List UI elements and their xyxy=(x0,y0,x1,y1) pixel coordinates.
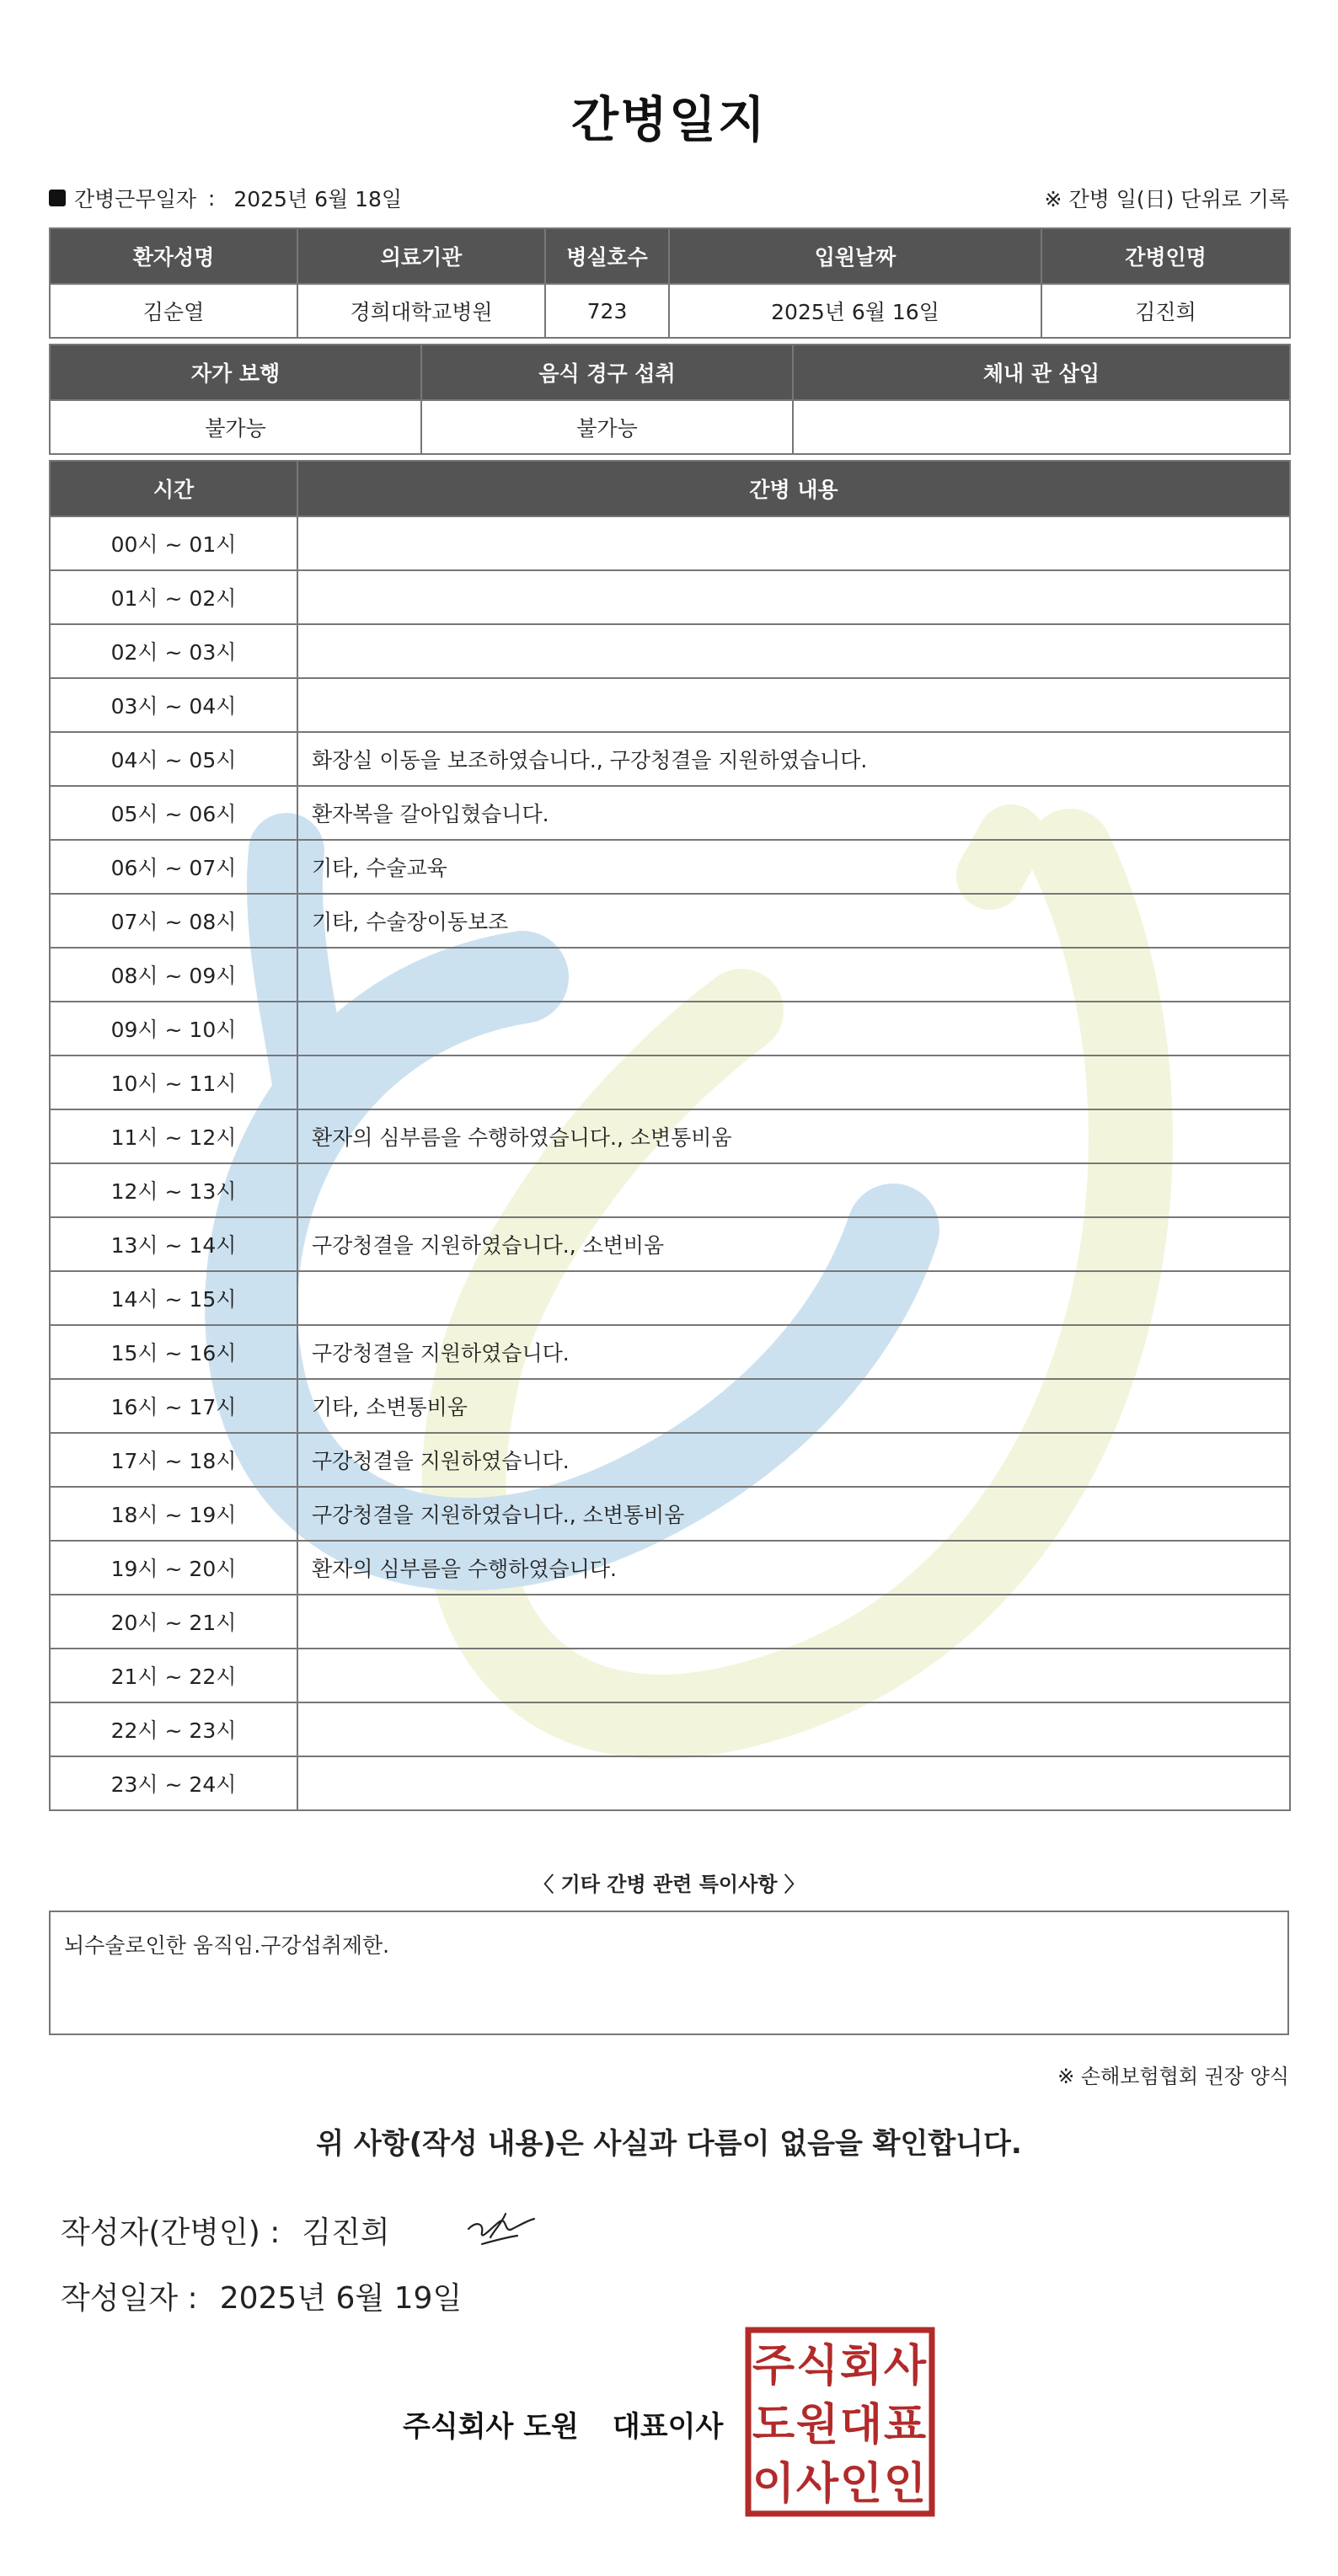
patient-info-table xyxy=(49,227,1291,339)
page-title: 간병일지 xyxy=(570,91,768,148)
header-hospital: 의료기관 xyxy=(297,228,545,284)
care-log-time: 19시 ~ 20시 xyxy=(50,1541,297,1595)
care-log-content xyxy=(297,948,1290,1002)
form-note: ※ 손해보험협회 권장 양식 xyxy=(1057,2065,1289,2088)
patient-name: 김순열 xyxy=(50,284,297,338)
work-date-separator: : xyxy=(207,185,216,211)
writer-row xyxy=(61,2209,390,2252)
care-log-content xyxy=(297,516,1290,570)
care-log-time: 13시 ~ 14시 xyxy=(50,1217,297,1271)
care-log-time: 01시 ~ 02시 xyxy=(50,570,297,624)
care-log-time: 17시 ~ 18시 xyxy=(50,1433,297,1487)
header-patient-name: 환자성명 xyxy=(50,228,297,284)
company-name: 주식회사 도원 xyxy=(403,2410,579,2444)
care-log-time: 16시 ~ 17시 xyxy=(50,1379,297,1433)
condition-header-row xyxy=(50,345,1290,400)
handwritten-signature xyxy=(465,2204,538,2251)
care-log-content xyxy=(297,678,1290,732)
care-log-content xyxy=(297,1163,1290,1217)
header-admission-date: 입원날짜 xyxy=(669,228,1041,284)
care-log-time: 05시 ~ 06시 xyxy=(50,786,297,840)
care-log-time: 02시 ~ 03시 xyxy=(50,624,297,678)
seal-character: 인 xyxy=(839,2459,883,2509)
seal-character: 대 xyxy=(839,2400,883,2450)
care-log-row xyxy=(50,1109,1290,1163)
condition-table xyxy=(49,344,1291,455)
care-log-row xyxy=(50,1595,1290,1649)
care-log-content xyxy=(297,1002,1290,1056)
header-room-number: 병실호수 xyxy=(545,228,669,284)
care-log-row xyxy=(50,624,1290,678)
caregiver-name: 김진희 xyxy=(1041,284,1290,338)
care-log-row xyxy=(50,1271,1290,1325)
care-log-content xyxy=(297,1595,1290,1649)
written-date-value: 2025년 6월 19일 xyxy=(219,2281,463,2316)
care-log-row xyxy=(50,894,1290,948)
header-caregiver-name: 간병인명 xyxy=(1041,228,1290,284)
care-log-content xyxy=(297,1056,1290,1109)
care-log-time: 04시 ~ 05시 xyxy=(50,732,297,786)
care-log-time: 03시 ~ 04시 xyxy=(50,678,297,732)
seal-character: 원 xyxy=(795,2400,839,2450)
seal-character: 주 xyxy=(752,2341,795,2392)
care-log-row xyxy=(50,1649,1290,1702)
care-log-content: 구강청결을 지원하였습니다., 소변통비움 xyxy=(297,1487,1290,1541)
care-log-content xyxy=(297,1756,1290,1810)
care-log-content: 기타, 소변통비움 xyxy=(297,1379,1290,1433)
seal-character: 사 xyxy=(795,2459,839,2509)
header-tube-insertion: 체내 관 삽입 xyxy=(793,345,1290,400)
seal-character: 식 xyxy=(795,2341,839,2392)
care-log-time: 21시 ~ 22시 xyxy=(50,1649,297,1702)
care-log-content xyxy=(297,1271,1290,1325)
work-date-value: 2025년 6월 18일 xyxy=(233,187,403,211)
writer-name: 김진희 xyxy=(302,2215,390,2250)
unit-note: ※ 간병 일(日) 단위로 기록 xyxy=(1044,187,1289,211)
care-log-row xyxy=(50,1163,1290,1217)
care-log-content: 환자의 심부름을 수행하였습니다. xyxy=(297,1541,1290,1595)
care-log-row xyxy=(50,1379,1290,1433)
header-oral-intake: 음식 경구 섭취 xyxy=(421,345,793,400)
care-log-time: 11시 ~ 12시 xyxy=(50,1109,297,1163)
square-bullet-icon xyxy=(49,190,66,206)
tube-insertion-value xyxy=(793,400,1290,454)
care-log-row xyxy=(50,570,1290,624)
care-log-row xyxy=(50,1487,1290,1541)
care-log-row xyxy=(50,1702,1290,1756)
company-seal-stamp xyxy=(745,2327,935,2517)
care-log-row xyxy=(50,678,1290,732)
care-log-row xyxy=(50,786,1290,840)
remarks-text: 뇌수술로인한 움직임.구강섭취제한. xyxy=(64,1933,390,1958)
care-log-content xyxy=(297,1702,1290,1756)
seal-character: 회 xyxy=(839,2341,883,2392)
care-log-time: 20시 ~ 21시 xyxy=(50,1595,297,1649)
care-log-time: 09시 ~ 10시 xyxy=(50,1002,297,1056)
care-log-content: 구강청결을 지원하였습니다. xyxy=(297,1433,1290,1487)
header-time: 시간 xyxy=(50,461,297,516)
work-date-row xyxy=(49,183,402,213)
written-date-row xyxy=(61,2274,462,2317)
seal-character: 사 xyxy=(883,2341,927,2392)
care-log-header-row xyxy=(50,461,1290,516)
representative-title: 대표이사 xyxy=(612,2410,724,2444)
care-log-content: 구강청결을 지원하였습니다., 소변비움 xyxy=(297,1217,1290,1271)
care-log-time: 15시 ~ 16시 xyxy=(50,1325,297,1379)
header-self-walking: 자가 보행 xyxy=(50,345,421,400)
patient-info-header-row xyxy=(50,228,1290,284)
condition-value-row xyxy=(50,400,1290,454)
care-log-row xyxy=(50,1541,1290,1595)
care-log-content: 기타, 수술장이동보조 xyxy=(297,894,1290,948)
header-care-content: 간병 내용 xyxy=(297,461,1290,516)
seal-character: 도 xyxy=(752,2400,795,2450)
care-log-content xyxy=(297,624,1290,678)
room-number: 723 xyxy=(545,284,669,338)
writer-label: 작성자(간병인) : xyxy=(61,2215,281,2250)
care-log-row xyxy=(50,1217,1290,1271)
admission-date: 2025년 6월 16일 xyxy=(669,284,1041,338)
seal-character: 이 xyxy=(752,2459,795,2509)
care-log-content: 환자의 심부름을 수행하였습니다., 소변통비움 xyxy=(297,1109,1290,1163)
seal-character: 표 xyxy=(883,2400,927,2450)
care-log-content xyxy=(297,570,1290,624)
care-log-row xyxy=(50,840,1290,894)
company-signoff xyxy=(403,2403,723,2445)
hospital-name: 경희대학교병원 xyxy=(297,284,545,338)
care-log-time: 22시 ~ 23시 xyxy=(50,1702,297,1756)
care-log-time: 23시 ~ 24시 xyxy=(50,1756,297,1810)
care-log-row xyxy=(50,732,1290,786)
care-log-time: 06시 ~ 07시 xyxy=(50,840,297,894)
remarks-box xyxy=(49,1911,1289,2035)
care-log-time: 18시 ~ 19시 xyxy=(50,1487,297,1541)
care-log-row xyxy=(50,1433,1290,1487)
care-log-content: 구강청결을 지원하였습니다. xyxy=(297,1325,1290,1379)
care-log-content xyxy=(297,1649,1290,1702)
seal-character: 인 xyxy=(883,2459,927,2509)
remarks-title: 〈 기타 간병 관련 특이사항 〉 xyxy=(533,1873,805,1896)
care-log-time: 12시 ~ 13시 xyxy=(50,1163,297,1217)
care-log-time: 10시 ~ 11시 xyxy=(50,1056,297,1109)
care-log-row xyxy=(50,1056,1290,1109)
care-log-content: 환자복을 갈아입혔습니다. xyxy=(297,786,1290,840)
care-log-row xyxy=(50,1002,1290,1056)
confirmation-statement: 위 사항(작성 내용)은 사실과 다름이 없음을 확인합니다. xyxy=(316,2127,1022,2161)
written-date-label: 작성일자 : xyxy=(61,2281,198,2316)
care-log-time: 07시 ~ 08시 xyxy=(50,894,297,948)
care-log-time: 08시 ~ 09시 xyxy=(50,948,297,1002)
patient-info-value-row xyxy=(50,284,1290,338)
care-log-row xyxy=(50,516,1290,570)
care-log-row xyxy=(50,1325,1290,1379)
care-log-body xyxy=(50,516,1290,1810)
care-log-time: 14시 ~ 15시 xyxy=(50,1271,297,1325)
care-log-content: 화장실 이동을 보조하였습니다., 구강청결을 지원하였습니다. xyxy=(297,732,1290,786)
care-log-table xyxy=(49,460,1291,1811)
oral-intake-value: 불가능 xyxy=(421,400,793,454)
care-log-content: 기타, 수술교육 xyxy=(297,840,1290,894)
work-date-label: 간병근무일자 xyxy=(74,187,196,211)
self-walking-value: 불가능 xyxy=(50,400,421,454)
care-log-row xyxy=(50,1756,1290,1810)
care-log-time: 00시 ~ 01시 xyxy=(50,516,297,570)
care-log-row xyxy=(50,948,1290,1002)
